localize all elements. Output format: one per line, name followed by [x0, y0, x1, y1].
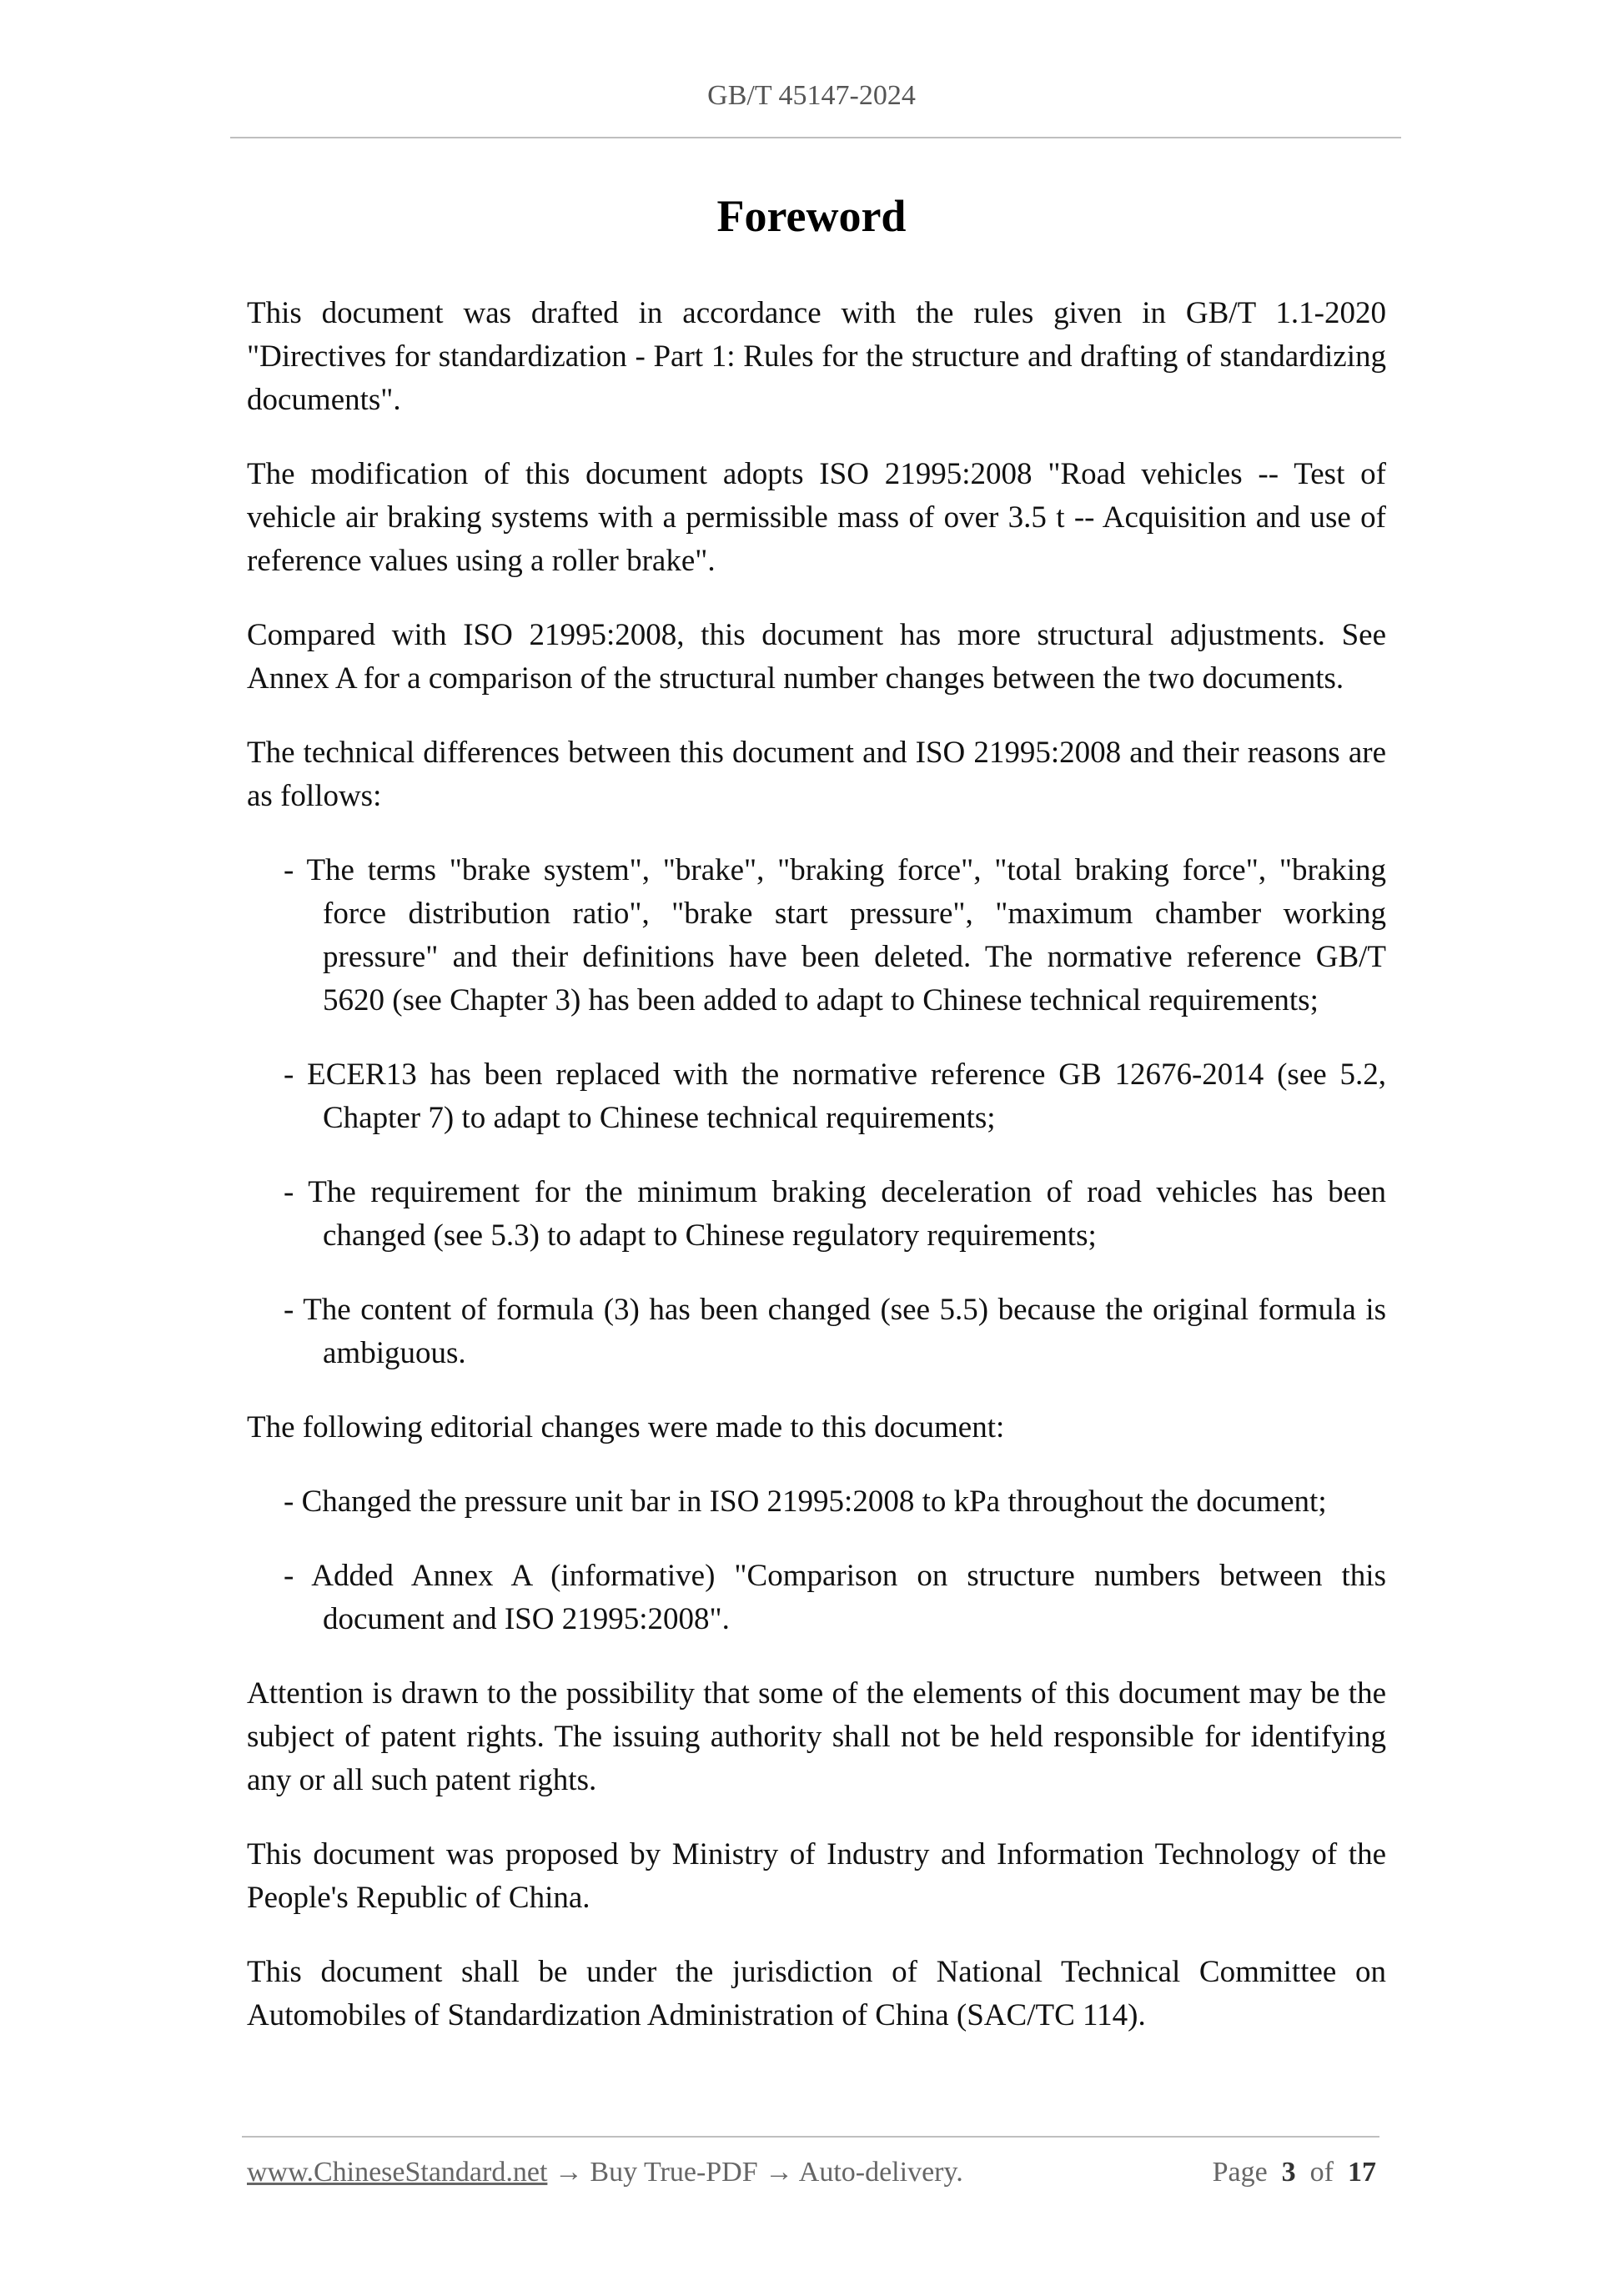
page-current: 3 [1281, 2157, 1296, 2188]
footer-promo [247, 2157, 963, 2188]
paragraph-drafting-rules: This document was drafted in accordance with the rules given in GB/T 1.1-2020 "Directives for standardization - Part 1: Rules for the structure and drafting of standardizing documents". [247, 296, 1386, 417]
paragraph-patent-rights: Attention is drawn to the possibility that some of the elements of this document may be the subject of patent rights. The issuing authority shall not be held responsible for identifying any or all such patent rights. [247, 1676, 1386, 1797]
page-number [1213, 2157, 1376, 2188]
buy-text: Buy True-PDF [590, 2157, 758, 2188]
technical-difference-item: - The terms "brake system", "brake", "braking force", "total braking force", "braking force distribution ratio", "brake start pressure", "maximum chamber working pressure" and their definitions have been deleted. The normative reference GB/T 5620 (see Chapter 3) has been added to adapt to Chinese technical requirements; [284, 853, 1386, 1017]
header-standard-code: GB/T 45147-2024 [707, 80, 916, 111]
page-title: Foreword [716, 191, 907, 241]
header-divider [230, 137, 1401, 138]
delivery-text: Auto-delivery. [798, 2157, 963, 2188]
editorial-change-item: - Added Annex A (informative) "Comparison on structure numbers between this document and ISO 21995:2008". [284, 1559, 1386, 1636]
technical-difference-item: - The content of formula (3) has been changed (see 5.5) because the original formula is ambiguous. [284, 1293, 1386, 1370]
foreword-body [247, 292, 1386, 2068]
footer-divider [242, 2136, 1379, 2138]
paragraph-technical-differences-intro: The technical differences between this document and ISO 21995:2008 and their reasons are as follows: [247, 736, 1386, 813]
site-link[interactable]: www.ChineseStandard.net [247, 2157, 548, 2188]
paragraph-structural-adjustments: Compared with ISO 21995:2008, this document has more structural adjustments. See Annex A for a comparison of the structural number changes between the two documents. [247, 618, 1386, 696]
of-word: of [1309, 2157, 1334, 2188]
technical-difference-item: - The requirement for the minimum braking deceleration of road vehicles has been changed (see 5.3) to adapt to Chinese regulatory requirements; [284, 1175, 1386, 1253]
arrow-right-icon: → [765, 2157, 794, 2188]
paragraph-editorial-intro: The following editorial changes were made to this document: [247, 1410, 1005, 1444]
page-word: Page [1212, 2157, 1268, 2188]
editorial-change-item: - Changed the pressure unit bar in ISO 21995:2008 to kPa throughout the document; [284, 1485, 1327, 1519]
paragraph-modification: The modification of this document adopts ISO 21995:2008 "Road vehicles -- Test of vehicle air braking systems with a permissible mass of over 3.5 t -- Acquisition and use of reference values using a roller brake". [247, 457, 1386, 578]
paragraph-proposed-by: This document was proposed by Ministry of Industry and Information Technology of the People's Republic of China. [247, 1837, 1386, 1915]
page-total: 17 [1348, 2157, 1376, 2188]
arrow-right-icon: → [554, 2157, 583, 2188]
paragraph-jurisdiction: This document shall be under the jurisdiction of National Technical Committee on Automobiles of Standardization Administration of China (SAC/TC 114). [247, 1955, 1386, 2032]
technical-difference-item: - ECER13 has been replaced with the normative reference GB 12676-2014 (see 5.2, Chapter 7) to adapt to Chinese technical requirements; [284, 1058, 1386, 1135]
